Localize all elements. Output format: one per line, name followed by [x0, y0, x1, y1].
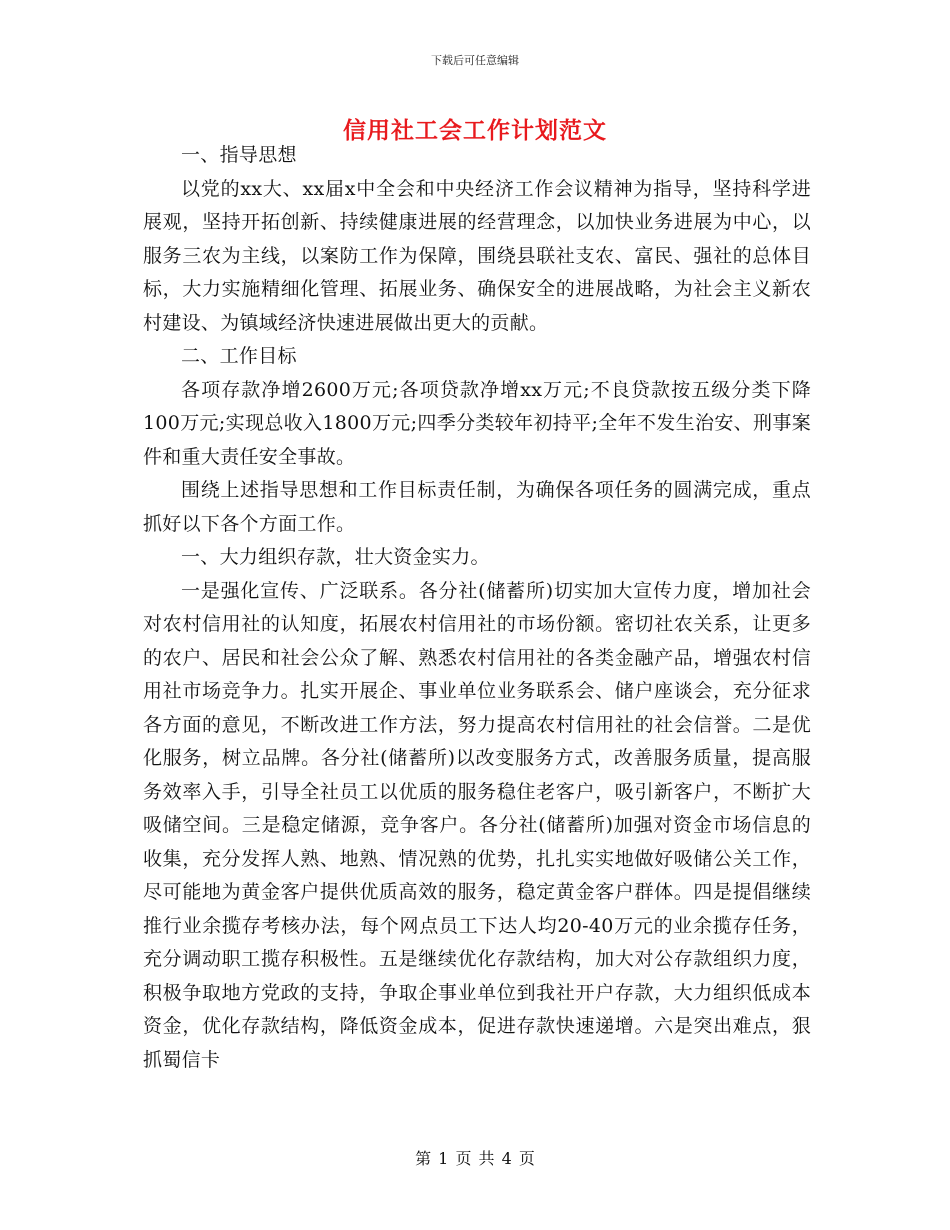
paragraph-work-goals: 各项存款净增2600万元;各项贷款净增xx万元;不良贷款按五级分类下降100万元;实现总收入1800万元;四季分类较年初持平;全年不发生治安、刑事案件和重大责任安全事故。 [143, 378, 811, 468]
section-heading-guiding-ideology: 一、指导思想 [181, 144, 297, 166]
page-header-note: 下载后可任意编辑 [431, 54, 519, 67]
page-number-footer: 第 1 页 共 4 页 [415, 1149, 535, 1168]
paragraph-intro-tasks: 围绕上述指导思想和工作目标责任制，为确保各项任务的圆满完成，重点抓好以下各个方面工作。 [143, 479, 811, 535]
section-heading-deposits: 一、大力组织存款，壮大资金实力。 [181, 546, 490, 568]
paragraph-guiding-ideology: 以党的xx大、xx届x中全会和中央经济工作会议精神为指导，坚持科学进展观，坚持开拓创新、持续健康进展的经营理念，以加快业务进展为中心，以服务三农为主线，以案防工作为保障，围绕县联社支农、富民、强社的总体目标，大力实施精细化管理、拓展业务、确保安全的进展战略，为社会主义新农村建设、为镇域经济快速进展做出更大的贡献。 [143, 177, 811, 334]
paragraph-deposits: 一是强化宣传、广泛联系。各分社(储蓄所)切实加大宣传力度，增加社会对农村信用社的认知度，拓展农村信用社的市场份额。密切社农关系，让更多的农户、居民和社会公众了解、熟悉农村信用社的各类金融产品，增强农村信用社市场竞争力。扎实开展企、事业单位业务联系会、储户座谈会，充分征求各方面的意见，不断改进工作方法，努力提高农村信用社的社会信誉。二是优化服务，树立品牌。各分社(储蓄所)以改变服务方式，改善服务质量，提高服务效率入手，引导全社员工以优质的服务稳住老客户，吸引新客户，不断扩大吸储空间。三是稳定储源，竞争客户。各分社(储蓄所)加强对资金市场信息的收集，充分发挥人熟、地熟、情况熟的优势，扎扎实实地做好吸储公关工作，尽可能地为黄金客户提供优质高效的服务，稳定黄金客户群体。四是提倡继续推行业余揽存考核办法，每个网点员工下达人均20-40万元的业余揽存任务，充分调动职工揽存积极性。五是继续优化存款结构，加大对公存款组织力度，积极争取地方党政的支持，争取企事业单位到我社开户存款，大力组织低成本资金，优化存款结构，降低资金成本，促进存款快速递增。六是突出难点，狠抓蜀信卡 [143, 579, 811, 1071]
document-title: 信用社工会工作计划范文 [343, 117, 607, 144]
document-body [143, 139, 811, 1077]
section-heading-work-goals: 二、工作目标 [181, 345, 297, 367]
